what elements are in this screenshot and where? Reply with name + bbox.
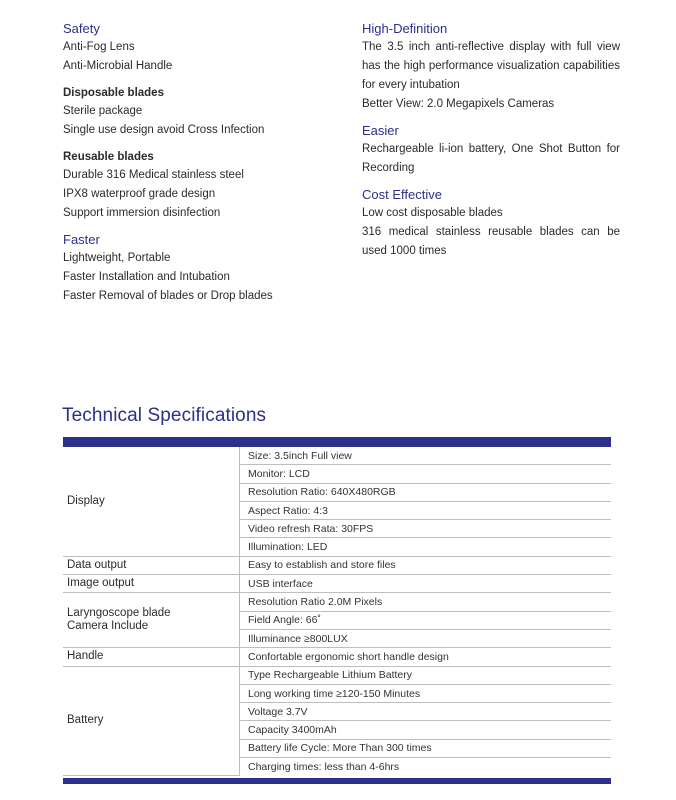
- feature-heading: High-Definition: [362, 21, 448, 36]
- spec-value: Charging times: less than 4-6hrs: [248, 760, 400, 773]
- spec-row: [63, 648, 611, 666]
- spec-row: [63, 556, 611, 574]
- feature-safety: [63, 20, 323, 76]
- feature-heading: Cost Effective: [362, 187, 442, 202]
- technical-specifications-title: Technical Specifications: [62, 405, 267, 426]
- spec-value: Monitor: LCD: [240, 465, 612, 483]
- feature-line: IPX8 waterproof grade design: [63, 188, 216, 200]
- spec-value: Type Rechargeable Lithium Battery: [240, 666, 612, 684]
- feature-disposable-blades: [63, 84, 323, 140]
- spec-row: [63, 666, 611, 684]
- feature-high-definition: [362, 20, 620, 114]
- feature-line: Faster Removal of blades or Drop blades: [63, 290, 273, 302]
- feature-heading: Faster: [63, 232, 100, 247]
- spec-row: [63, 593, 611, 611]
- feature-line: Anti-Fog Lens: [63, 41, 135, 53]
- spec-value: Field Angle: 66˚: [240, 611, 612, 629]
- spec-value: Aspect Ratio: 4:3: [240, 501, 612, 519]
- feature-line: Durable 316 Medical stainless steel: [63, 169, 244, 181]
- feature-heading: Safety: [63, 21, 100, 36]
- spec-value: Illuminance ≥800LUX: [240, 629, 612, 647]
- spec-label: Handle: [63, 648, 240, 666]
- spec-value: Size: 3.5inch Full view: [240, 447, 612, 465]
- spec-value: Confortable ergonomic short handle design: [240, 648, 612, 666]
- spec-value: Video refresh Rata: 30FPS: [240, 520, 612, 538]
- spec-row: [63, 575, 611, 593]
- spec-table: [63, 447, 611, 776]
- spec-value: Voltage 3.7V: [240, 703, 612, 721]
- spec-value: Resolution Ratio 2.0M Pixels: [240, 593, 612, 611]
- spec-label: Image output: [63, 575, 240, 593]
- feature-faster: [63, 231, 323, 306]
- spec-value: Illumination: LED: [240, 538, 612, 556]
- feature-subheading: Reusable blades: [63, 151, 154, 163]
- feature-paragraph: 316 medical stainless reusable blades can be used 1000 times: [362, 226, 620, 257]
- spec-label: Laryngoscope blade Camera Include: [63, 593, 240, 648]
- spec-value: USB interface: [240, 575, 612, 593]
- feature-line: Support immersion disinfection: [63, 207, 221, 219]
- feature-cost-effective: [362, 186, 620, 261]
- spec-label: Data output: [63, 556, 240, 574]
- spec-table-bottom-bar: [63, 778, 611, 784]
- feature-line: Anti-Microbial Handle: [63, 60, 173, 72]
- feature-heading: Easier: [362, 123, 399, 138]
- feature-subheading: Disposable blades: [63, 87, 164, 99]
- feature-line: Faster Installation and Intubation: [63, 271, 230, 283]
- spec-value: Resolution Ratio: 640X480RGB: [240, 483, 612, 501]
- spec-table-top-bar: [63, 437, 611, 447]
- feature-line: Better View: 2.0 Megapixels Cameras: [362, 98, 555, 110]
- feature-line: Sterile package: [63, 105, 143, 117]
- feature-line: Low cost disposable blades: [362, 207, 503, 219]
- feature-reusable-blades: [63, 148, 323, 223]
- features-right-column: [362, 20, 620, 261]
- spec-label: Battery: [63, 666, 240, 775]
- spec-value: Capacity 3400mAh: [240, 721, 612, 739]
- features-left-column: [63, 20, 323, 306]
- feature-line: Single use design avoid Cross Infection: [63, 124, 265, 136]
- spec-value: Easy to establish and store files: [240, 556, 612, 574]
- spec-row: [63, 447, 611, 465]
- spec-value: Long working time ≥120-150 Minutes: [240, 684, 612, 702]
- feature-easier: [362, 122, 620, 178]
- spec-label: Display: [63, 447, 240, 556]
- feature-paragraph: Rechargeable li-ion battery, One Shot Button for Recording: [362, 143, 620, 174]
- feature-paragraph: The 3.5 inch anti-reflective display with full view has the high performance visualization capabilities for every intubation: [362, 41, 620, 91]
- feature-line: Lightweight, Portable: [63, 252, 171, 264]
- spec-value: Battery life Cycle: More Than 300 times: [240, 739, 612, 757]
